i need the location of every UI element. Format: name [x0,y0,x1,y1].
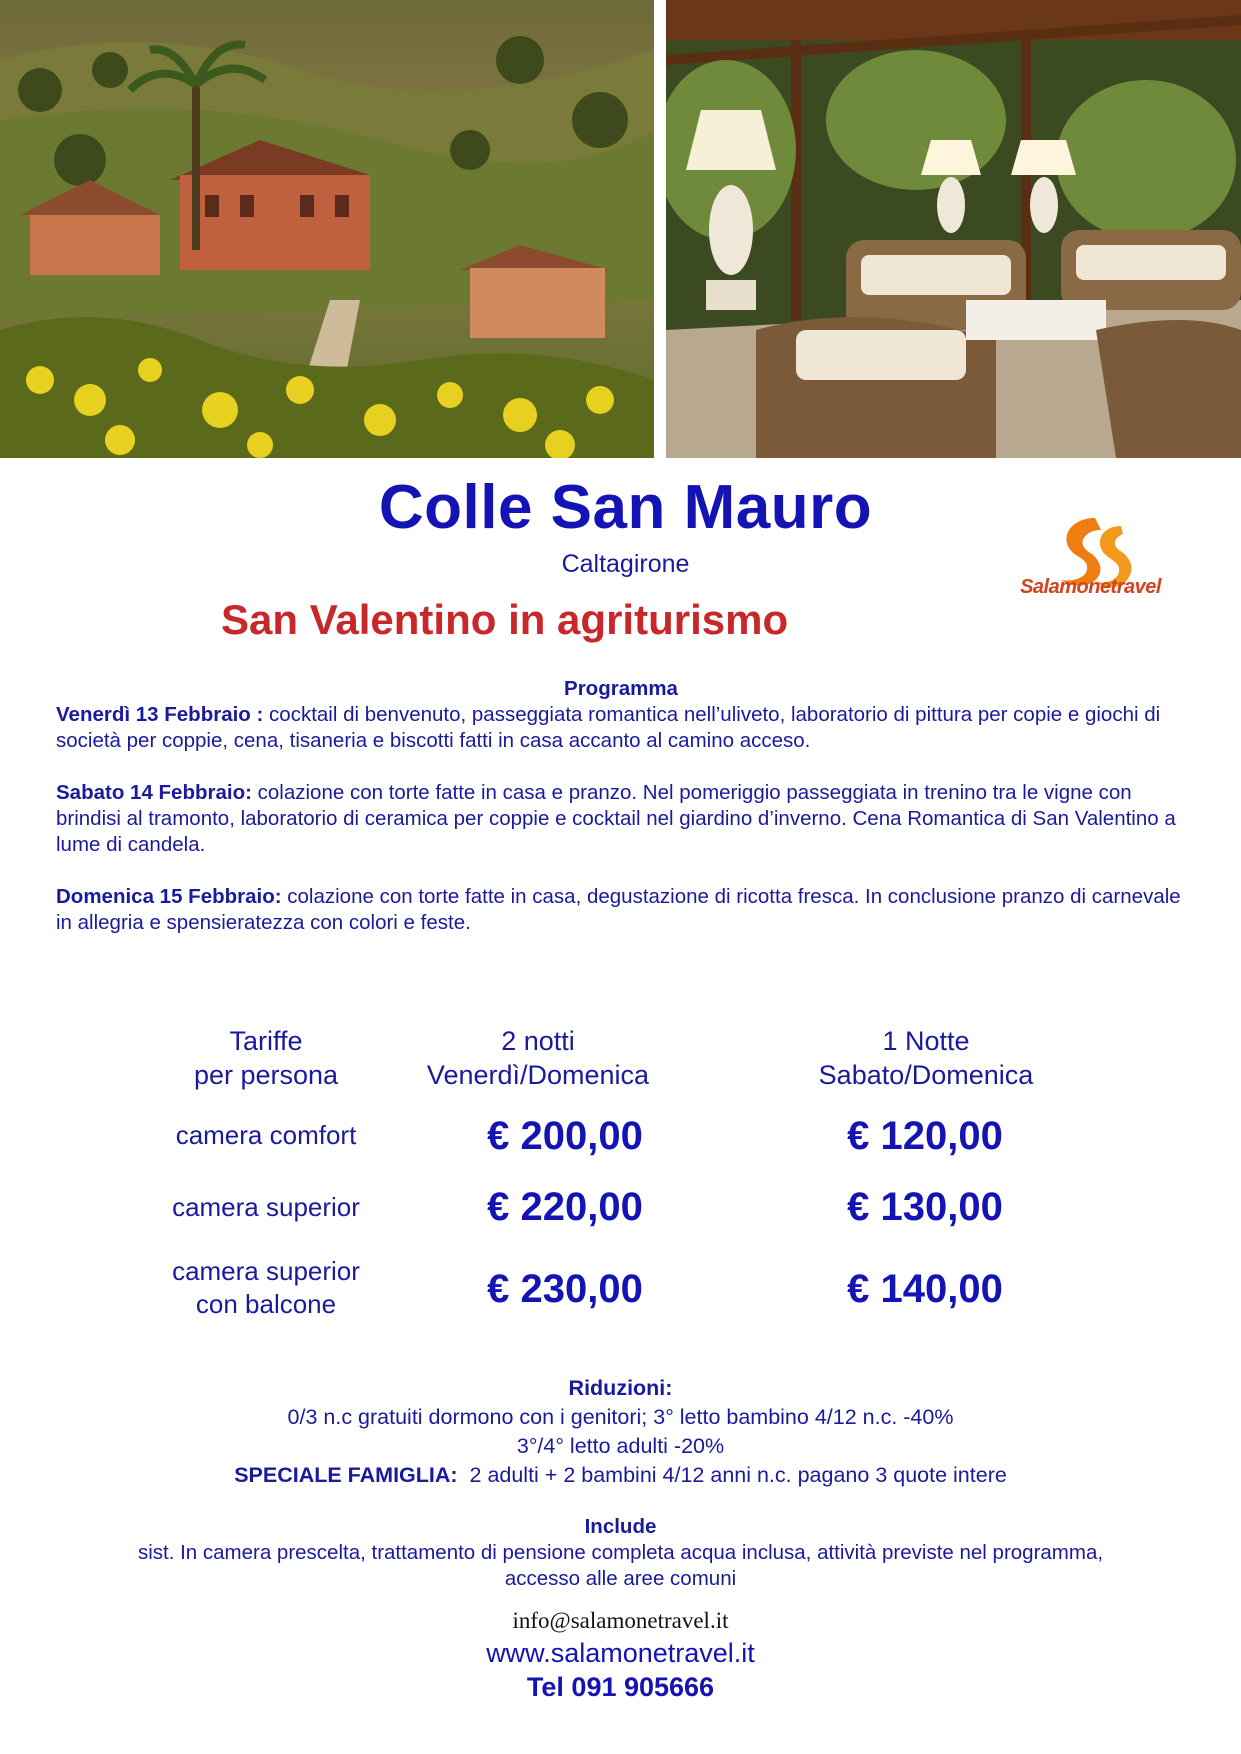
header-line: per persona [193,1060,339,1090]
email-link[interactable]: info@salamonetravel.it [512,1608,729,1633]
rates-header-2-notti [400,1024,676,1092]
room-label-superior: camera superior [172,1192,360,1222]
day-text: colazione con torte fatte in casa, degustazione di ricotta fresca. In conclusione pranzo di carnevale in allegria e spensieratezza con colori e feste. [56,885,1181,934]
include-heading: Include [584,1515,657,1538]
page-title: Colle San Mauro [378,473,873,542]
logo-text: Salamonetravel [1020,576,1161,598]
farmhouse-image [0,0,654,458]
header-line: Tariffe [229,1026,303,1056]
room-label-superior-balcony [130,1255,402,1321]
header-line: Venerdì/Domenica [426,1060,650,1090]
website-link[interactable]: www.salamonetravel.it [486,1638,755,1668]
program-heading: Programma [564,677,678,700]
reductions-section [0,1374,1241,1490]
price-superior-2n: € 220,00 [487,1185,643,1229]
reductions-line: 3°/4° letto adulti -20% [516,1434,725,1458]
program-day [56,702,1186,754]
reductions-heading: Riduzioni: [568,1376,673,1400]
program-day [56,780,1186,858]
veranda-image [666,0,1241,458]
rates-header-tariffe [130,1024,402,1092]
program-section [56,676,1186,962]
phone-number[interactable]: Tel 091 905666 [526,1672,715,1702]
program-day [56,884,1186,936]
price-comfort-1n: € 120,00 [847,1114,1003,1158]
room-label-comfort: camera comfort [175,1120,357,1150]
include-line: sist. In camera prescelta, trattamento di pensione completa acqua inclusa, attività previste nel programma, [137,1541,1104,1564]
day-label: Sabato 14 Febbraio: [56,781,252,804]
reductions-line: 0/3 n.c gratuiti dormono con i genitori; 3° letto bambino 4/12 n.c. -40% [287,1405,954,1429]
price-superior-balcony-2n: € 230,00 [487,1267,643,1311]
contacts-section [0,1606,1241,1704]
price-superior-1n: € 130,00 [847,1185,1003,1229]
day-label: Domenica 15 Febbraio: [56,885,282,908]
room-line: camera superior [172,1256,360,1286]
include-line: accesso alle aree comuni [504,1567,737,1590]
header-line: Sabato/Domenica [818,1060,1034,1090]
family-label: SPECIALE FAMIGLIA: [234,1463,458,1487]
include-section [0,1514,1241,1592]
farmhouse-photo [0,0,654,458]
day-text: cocktail di benvenuto, passeggiata romantica nell’uliveto, laboratorio di pittura per copie e giochi di società per coppie, cena, tisaneria e biscotti fatti in casa accanto al camino acceso. [56,703,1161,752]
headline: San Valentino in agriturismo [221,596,789,643]
header-line: 1 Notte [882,1026,970,1056]
room-line: con balcone [195,1289,337,1319]
header-line: 2 notti [501,1026,575,1056]
day-text: colazione con torte fatte in casa e pranzo. Nel pomeriggio passeggiata in trenino tra le vigne con brindisi al tramonto, laboratorio di ceramica per coppie e cocktail nel giardino d’inverno. Cena Romantica di San Valentino a lume di candela. [56,781,1176,856]
family-offer [0,1461,1241,1490]
rates-header-1-notte [788,1024,1064,1092]
day-label: Venerdì 13 Febbraio : [56,703,264,726]
price-comfort-2n: € 200,00 [487,1114,643,1158]
family-text: 2 adulti + 2 bambini 4/12 anni n.c. pagano 3 quote intere [457,1463,1007,1487]
price-superior-balcony-1n: € 140,00 [847,1267,1003,1311]
location-subtitle: Caltagirone [561,550,690,578]
veranda-photo [666,0,1241,458]
